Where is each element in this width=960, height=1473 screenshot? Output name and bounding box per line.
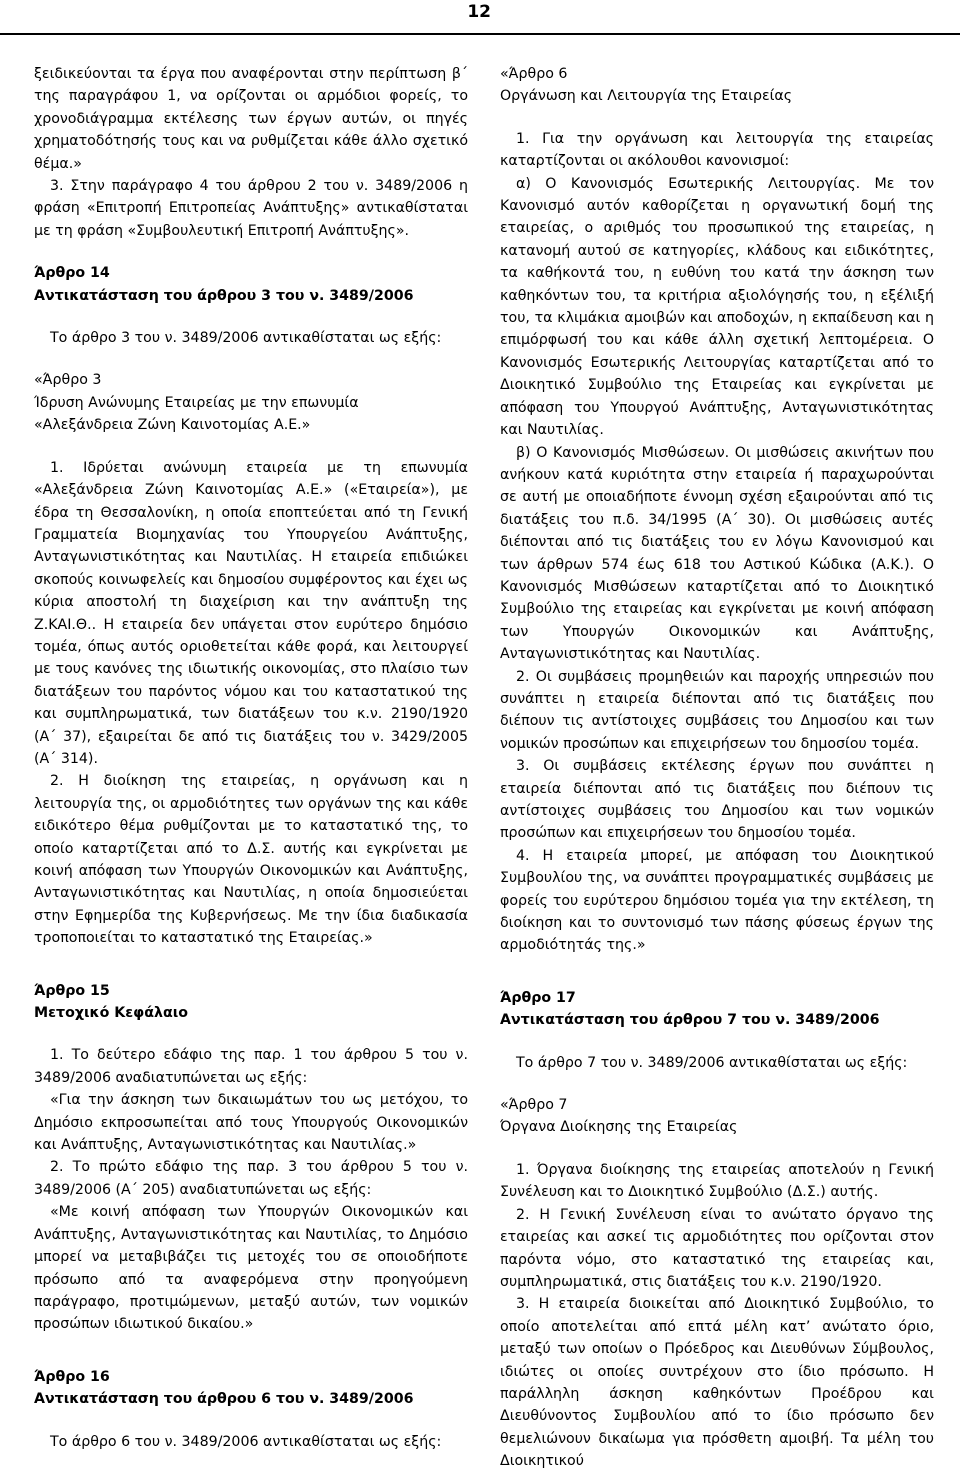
article-7-paragraph-2: 2. Η Γενική Συνέλευση είναι το ανώτατο όργανο της εταιρείας και ασκεί τις αρμοδιότητες που ορίζονται στον παρόντα νόμο, στο καταστατικό της εταιρείας και, συμπληρωματικά, στις διατάξεις του κ.ν. 2190/1920. (500, 1206, 934, 1290)
article-17-title: Άρθρο 17 (500, 989, 576, 1006)
article-7-paragraph-3: 3. Η εταιρεία διοικείται από Διοικητικό Συμβούλιο, το οποίο αποτελείται από επτά μέλη κατ’ ανώτατο όριο, μεταξύ των οποίων ο Πρόεδρος και Διευθύνων Σύμβουλος, ιδιώτες οι οποίες συντρέχουν στο ίδιο πρόσωπο. Η παράλληλη άσκηση καθηκόντων Προέδρου και Διευθύνοντος Συμβουλίου από το ίδιο πρόσωπο δεν θεμελιώνουν δικαίωμα για πρόσθετη αμοιβή. Τα μέλη του Διοικητικού (500, 1296, 934, 1470)
article-15-paragraph-2: 2. Το πρώτο εδάφιο της παρ. 3 του άρθρου 5 του ν. 3489/2006 (Α΄ 205) αναδιατυπώνεται ως εξής: (34, 1159, 468, 1198)
header-rule (0, 33, 960, 35)
article-15-quote-2: «Με κοινή απόφαση των Υπουργών Οικονομικών και Ανάπτυξης, Ανταγωνιστικότητας και Ναυτιλίας, το Δημόσιο μπορεί να μεταβιβάζει τις μετοχές του σε οποιοδήποτε πρόσωπο από τα αναφερόμενα στην προηγούμενη παράγραφο, προτιμώμενων, μεταξύ αυτών, των νομικών προσώπων ιδιωτικού δικαίου.» (34, 1204, 468, 1333)
article-17-subtitle: Αντικατάσταση του άρθρου 7 του ν. 3489/2006 (500, 1012, 880, 1029)
article-14-subtitle: Αντικατάσταση του άρθρου 3 του ν. 3489/2006 (34, 287, 414, 304)
article-6-paragraph-2: 2. Οι συμβάσεις προμηθειών και παροχής υπηρεσιών που συνάπτει η εταιρεία διέπονται από τις διατάξεις που διέπουν τις αντίστοιχες συμβάσεις του Δημοσίου και των νομικών προσώπων και επιχειρήσεων του δημοσίου τομέα. (500, 668, 934, 752)
right-column (500, 63, 934, 1473)
article-14-intro: Το άρθρο 3 του ν. 3489/2006 αντικαθίσταται ως εξής: (50, 330, 442, 347)
paragraph: ξειδικεύονται τα έργα που αναφέρονται στην περίπτωση β΄ της παραγράφου 1, να ορίζονται οι αρμόδιοι φορείς, το χρονοδιάγραμμα εκτέλεσης των έργων αυτών, οι πηγές χρηματοδότησής τους και να ρυθμίζεται κάθε άλλο σχετικό θέμα.» (34, 66, 468, 172)
left-column (34, 63, 468, 1453)
article-17-intro: Το άρθρο 7 του ν. 3489/2006 αντικαθίσταται ως εξής: (516, 1054, 908, 1071)
article-6-paragraph-1b: β) Ο Κανονισμός Μισθώσεων. Οι μισθώσεις ακινήτων που ανήκουν κατά κυριότητα στην εταιρεία ή παραχωρούνται σε αυτή με οποιαδήποτε έννομη σχέση εξαιρούνται από τις διατάξεις του π.δ. 34/1995 (Α΄ 30). Οι μισθώσεις αυτές διέπονται από τις διατάξεις του εν λόγω Κανονισμού και των άρθρων 574 έως 618 του Αστικού Κώδικα (Α.Κ.). Ο Κανονισμός Μισθώσεων καταρτίζεται από το Διοικητικό Συμβούλιο της εταιρείας και εγκρίνεται με κοινή απόφαση των Υπουργών Οικονομικών και Ανάπτυξης, Ανταγωνιστικότητας και Ναυτιλίας. (500, 444, 934, 663)
article-16-intro: Το άρθρο 6 του ν. 3489/2006 αντικαθίσταται ως εξής: (50, 1433, 442, 1450)
article-6-paragraph-3: 3. Οι συμβάσεις εκτέλεσης έργων που συνάπτει η εταιρεία διέπονται από τις διατάξεις που διέπουν τις αντίστοιχες συμβάσεις του Δημοσίου και των νομικών προσώπων και επιχειρήσεων του δημοσίου τομέα. (500, 758, 934, 842)
article-7-title: «Άρθρο 7 (500, 1097, 568, 1114)
article-15-title: Άρθρο 15 (34, 982, 110, 999)
article-15-subtitle: Μετοχικό Κεφάλαιο (34, 1005, 188, 1022)
article-3-paragraph-2: 2. Η διοίκηση της εταιρείας, η οργάνωση και η λειτουργία της, οι αρμοδιότητες των οργάνων της και κάθε ειδικότερο θέμα ρυθμίζονται με το καταστατικό της, το οποίο καταρτίζεται από το Δ.Σ. αυτής και εγκρίνεται με κοινή απόφαση των Υπουργών Οικονομικών και Ανάπτυξης, Ανταγωνιστικότητας και Ναυτιλίας, η οποία δημοσιεύεται στην Εφημερίδα της Κυβερνήσεως. Με την ίδια διαδικασία τροποποιείται το καταστατικό της Εταιρείας.» (34, 773, 468, 947)
article-15-quote-1: «Για την άσκηση των δικαιωμάτων του ως μετόχου, το Δημόσιο εκπροσωπείται από τους Υπουργούς Οικονομικών και Ανάπτυξης, Ανταγωνιστικότητας και Ναυτιλίας.» (34, 1092, 468, 1154)
article-16-subtitle: Αντικατάσταση του άρθρου 6 του ν. 3489/2006 (34, 1391, 414, 1408)
article-6-subtitle: Οργάνωση και Λειτουργία της Εταιρείας (500, 88, 793, 105)
paragraph: 3. Στην παράγραφο 4 του άρθρου 2 του ν. 3489/2006 η φράση «Επιτροπή Επιτροπείας Ανάπτυξης» αντικαθίσταται με τη φράση «Συμβουλευτική Επιτροπή Ανάπτυξης». (34, 178, 468, 239)
article-6-paragraph-1a: α) Ο Κανονισμός Εσωτερικής Λειτουργίας. Με τον Κανονισμό αυτόν καθορίζεται η οργανωτική δομή της εταιρείας, ο αριθμός του προσωπικού της εταιρείας, η κατανομή αυτού σε κατηγορίες, κλάδους και ειδικότητες, τα καθήκοντά του, η ευθύνη του κατά την άσκηση των καθηκόντων του, τα κριτήρια αξιολόγησής του, η εξέλιξή του, τα κλιμάκια αμοιβών και αποδοχών, η εκπαίδευση και η επιμόρφωσή του και κάθε άλλη σχετική λεπτομέρεια. Ο Κανονισμός Εσωτερικής Λειτουργίας καταρτίζεται από το Διοικητικό Συμβούλιο της Εταιρείας και εγκρίνεται με απόφαση του Υπουργού Ανάπτυξης, Ανταγωνιστικότητας και Ναυτιλίας. (500, 175, 934, 439)
article-7-paragraph-1: 1. Όργανα διοίκησης της εταιρείας αποτελούν η Γενική Συνέλευση και το Διοικητικό Συμβούλιο (Δ.Σ.) αυτής. (500, 1161, 934, 1201)
article-3-title: «Άρθρο 3 (34, 372, 102, 389)
article-14-title: Άρθρο 14 (34, 265, 110, 282)
article-6-paragraph-4: 4. Η εταιρεία μπορεί, με απόφαση του Διοικητικού Συμβουλίου της, να συνάπτει προγραμματικές συμβάσεις με φορείς του ευρύτερου δημόσιου τομέα για την εκτέλεση, τη διοίκηση και το συντονισμό των πάσης φύσεως έργων της αρμοδιότητάς της.» (500, 847, 934, 954)
page-number: 12 (467, 2, 491, 22)
article-7-subtitle: Όργανα Διοίκησης της Εταιρείας (500, 1119, 738, 1136)
article-16-title: Άρθρο 16 (34, 1368, 110, 1385)
article-3-subtitle-line-1: Ίδρυση Ανώνυμης Εταιρείας με την επωνυμία (34, 394, 359, 411)
article-6-title: «Άρθρο 6 (500, 66, 568, 82)
article-3-subtitle-line-2: «Αλεξάνδρεια Ζώνη Καινοτομίας Α.Ε.» (34, 417, 311, 434)
article-15-paragraph-1: 1. Το δεύτερο εδάφιο της παρ. 1 του άρθρου 5 του ν. 3489/2006 αναδιατυπώνεται ως εξής: (34, 1047, 468, 1086)
article-3-paragraph-1: 1. Ιδρύεται ανώνυμη εταιρεία με τη επωνυμία «Αλεξάνδρεια Ζώνη Καινοτομίας Α.Ε.» («Εταιρεία»), με έδρα τη Θεσσαλονίκη, η οποία εποπτεύεται από τη Γενική Γραμματεία Βιομηχανίας του Υπουργείου Ανάπτυξης, Ανταγωνιστικότητας και Ναυτιλίας. Η εταιρεία επιδιώκει σκοπούς κοινωφελείς και δημοσίου συμφέροντος και έχει ως κύρια αποστολή τη διαχείριση και την ανάπτυξη της Ζ.ΚΑΙ.Θ.. Η εταιρεία δεν υπάγεται στον ευρύτερο δημόσιο τομέα, όπως αυτός οριοθετείται κάθε φορά, και λειτουργεί με τους κανόνες της ιδιωτικής οικονομίας, στο πλαίσιο των διατάξεων του παρόντος νόμου και του καταστατικού της και συμπληρωματικά, των διατάξεων του κ.ν. 2190/1920 (Α΄ 37), εξαιρείται δε από τις διατάξεις του ν. 3429/2005 (Α΄ 314). (34, 459, 468, 767)
article-6-paragraph-1: 1. Για την οργάνωση και λειτουργία της εταιρείας καταρτίζονται οι ακόλουθοι κανονισμοί: (500, 130, 934, 170)
